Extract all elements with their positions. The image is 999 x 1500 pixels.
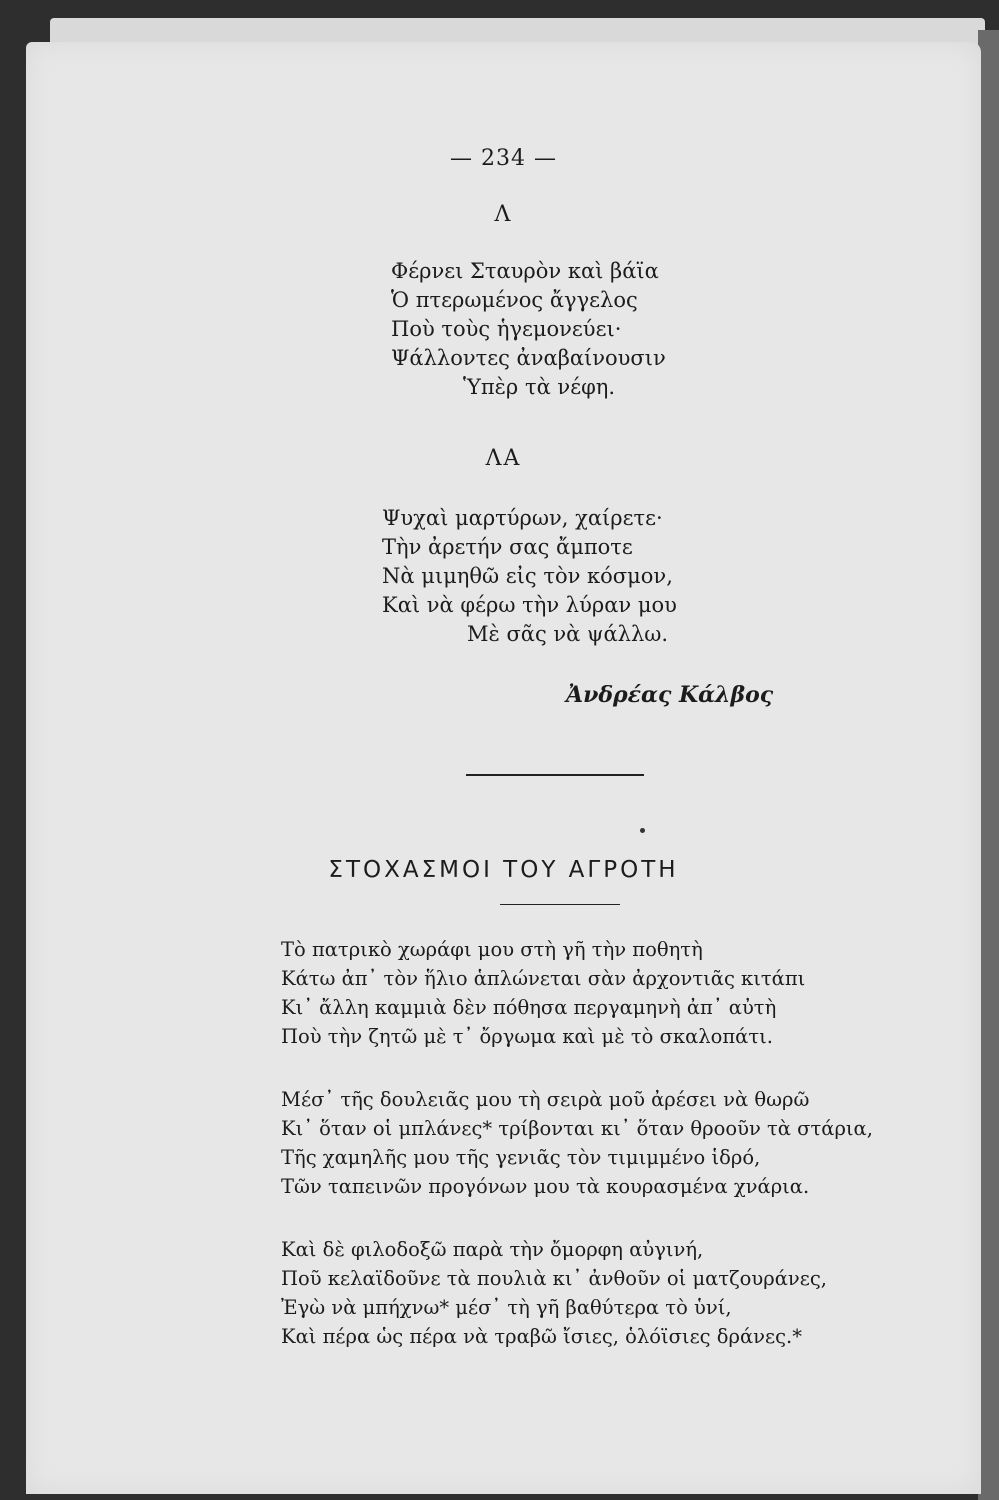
verse-line: Φέρνει Σταυρὸν καὶ βάϊα xyxy=(391,259,659,283)
verse-line: Τὴν ἀρετήν σας ἄμποτε xyxy=(382,535,633,559)
title-underline xyxy=(500,904,620,905)
verse-line: Τῶν ταπεινῶν προγόνων μου τὰ κουρασμένα χνάρια. xyxy=(281,1175,810,1198)
poem-stanza-2 xyxy=(281,1085,873,1201)
verse-line: Ποῦ κελαϊδοῦνε τὰ πουλιὰ κι᾽ ἀνθοῦν οἱ ματζουράνες, xyxy=(281,1267,827,1290)
verse-line: Ὑπὲρ τὰ νέφη. xyxy=(463,375,616,399)
ornament-dot xyxy=(640,828,645,833)
verse-line: Καὶ δὲ φιλοδοξῶ παρὰ τὴν ὄμορφη αὐγινή, xyxy=(281,1238,704,1261)
stanza-lambda-alpha xyxy=(382,504,677,649)
poem-title: ΣΤΟΧΑΣΜΟΙ ΤΟΥ ΑΓΡΟΤΗ xyxy=(328,857,679,883)
stanza-lambda xyxy=(391,257,666,402)
page-number: — 234 — xyxy=(450,146,557,171)
binding-edge xyxy=(978,30,999,1500)
verse-line: Ὁ πτερωμένος ἄγγελος xyxy=(391,288,638,312)
author-signature: Ἀνδρέας Κάλβος xyxy=(566,682,774,708)
verse-line: Μὲ σᾶς νὰ ψάλλω. xyxy=(467,622,669,646)
verse-line: Κι᾽ ἄλλη καμμιὰ δὲν πόθησα περγαμηνὴ ἀπ᾽ αὐτὴ xyxy=(281,996,777,1019)
verse-line: Ποὺ τοὺς ἡγεμονεύει· xyxy=(391,317,622,341)
poem-stanza-1 xyxy=(281,935,805,1051)
verse-line: Ἐγὼ νὰ μπήχνω* μέσ᾽ τὴ γῆ βαθύτερα τὸ ὑνί, xyxy=(281,1296,732,1319)
verse-line: Τὸ πατρικὸ χωράφι μου στὴ γῆ τὴν ποθητὴ xyxy=(281,938,703,961)
verse-line: Καὶ πέρα ὡς πέρα νὰ τραβῶ ἴσιες, ὁλόϊσιες δράνες.* xyxy=(281,1325,802,1348)
verse-line: Ψυχαὶ μαρτύρων, χαίρετε· xyxy=(382,506,663,530)
verse-line: Ψάλλοντες ἀναβαίνουσιν xyxy=(391,346,666,370)
section-heading-lambda: Λ xyxy=(494,202,513,227)
section-heading-lambda-alpha: ΛΑ xyxy=(485,446,522,471)
verse-line: Κι᾽ ὅταν οἱ μπλάνες* τρίβονται κι᾽ ὅταν θροοῦν τὰ στάρια, xyxy=(281,1117,873,1140)
verse-line: Νὰ μιμηθῶ εἰς τὸν κόσμον, xyxy=(382,564,673,588)
verse-line: Τῆς χαμηλῆς μου τῆς γενιᾶς τὸν τιμιμμένο ἱδρό, xyxy=(281,1146,761,1169)
verse-line: Μέσ᾽ τῆς δουλειᾶς μου τὴ σειρὰ μοῦ ἀρέσει νὰ θωρῶ xyxy=(281,1088,810,1111)
separator-rule xyxy=(466,774,644,776)
verse-line: Κάτω ἀπ᾽ τὸν ἥλιο ἁπλώνεται σὰν ἀρχοντιᾶς κιτάπι xyxy=(281,967,806,990)
verse-line: Καὶ νὰ φέρω τὴν λύραν μου xyxy=(382,593,677,617)
verse-line: Ποὺ τὴν ζητῶ μὲ τ᾽ ὄργωμα καὶ μὲ τὸ σκαλοπάτι. xyxy=(281,1025,773,1048)
book-page xyxy=(26,42,981,1494)
poem-stanza-3 xyxy=(281,1235,827,1351)
